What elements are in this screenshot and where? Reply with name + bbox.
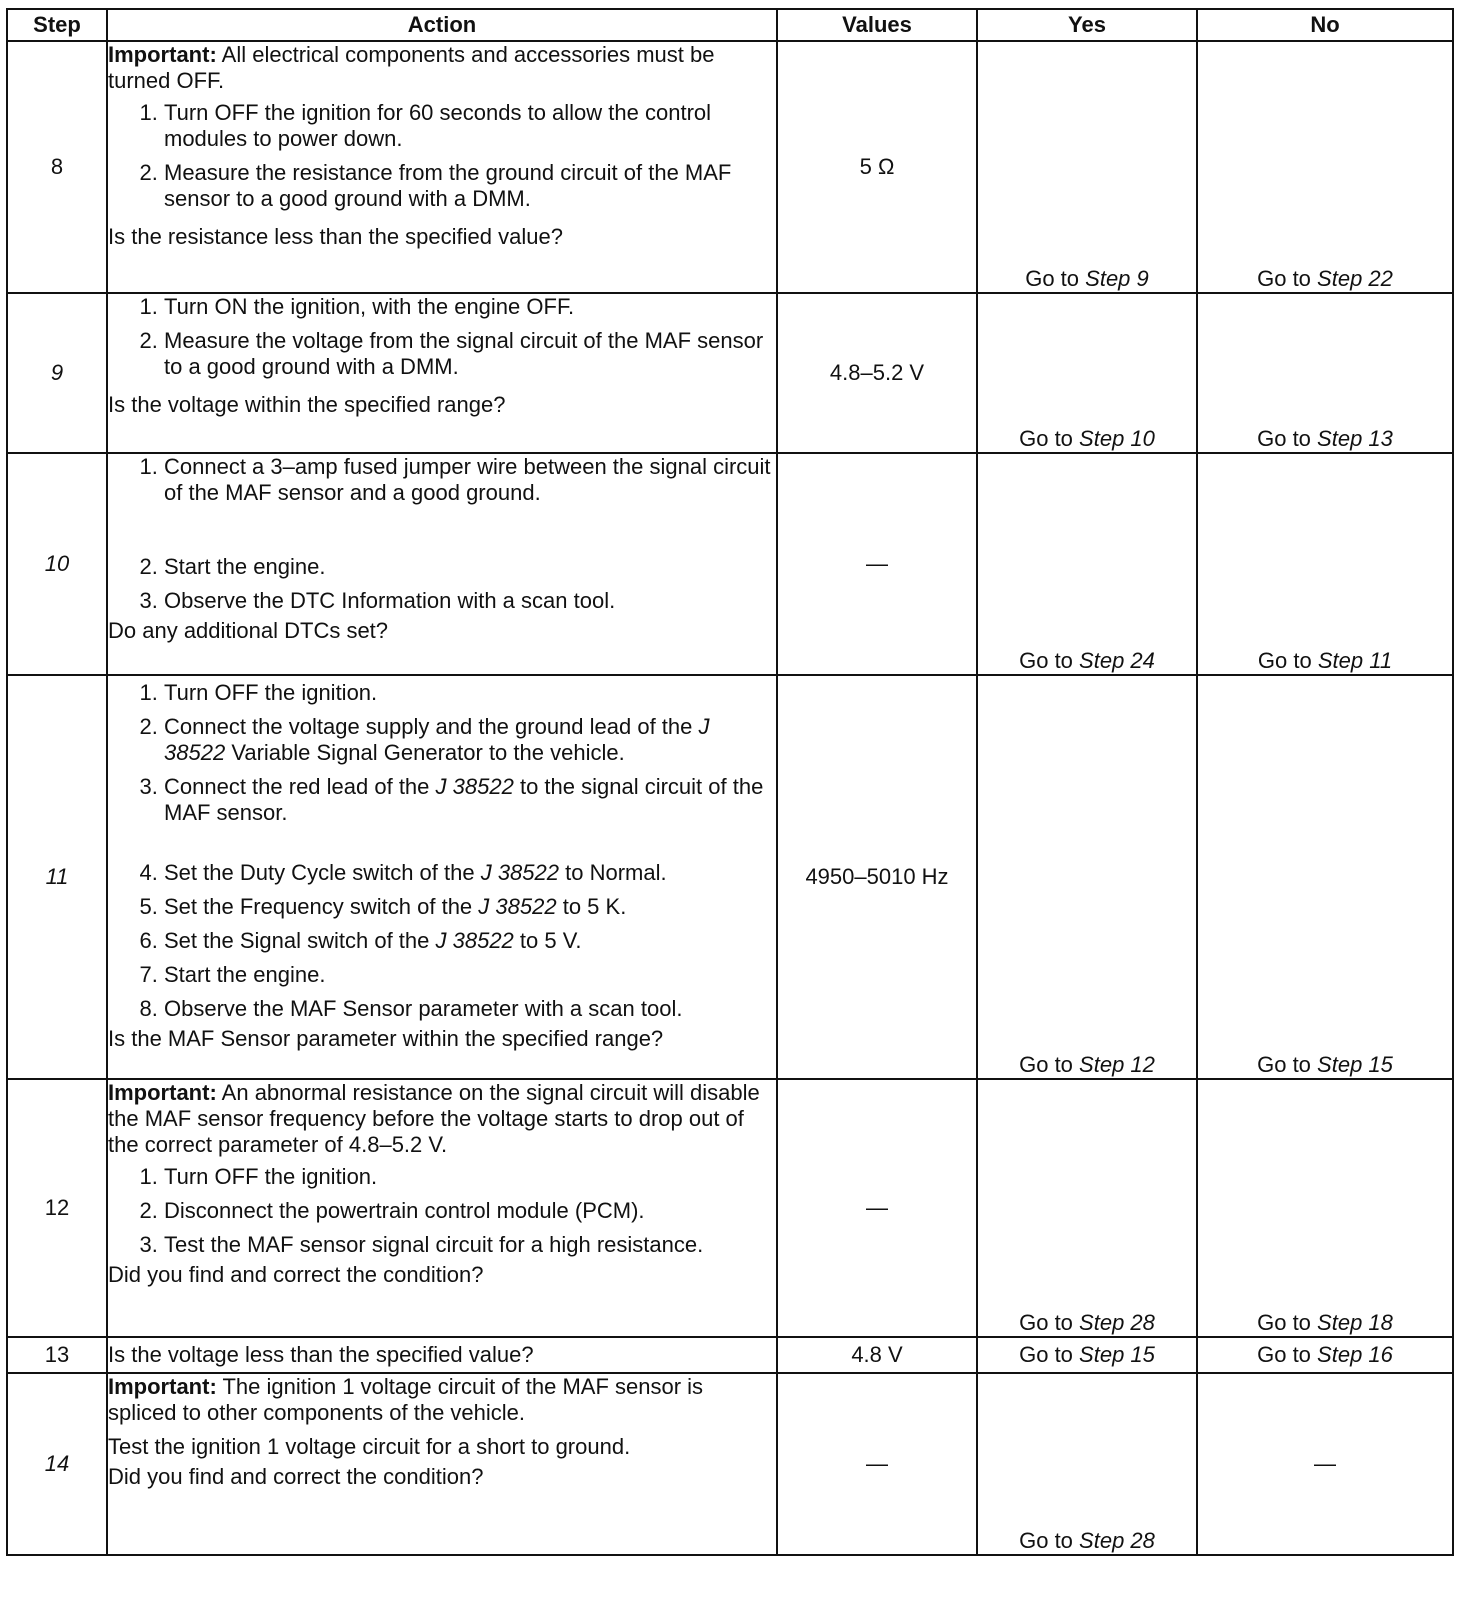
go-to-label: Go to [1019,1342,1073,1367]
list-item [164,680,776,706]
item-text: to the signal circuit of the MAF sensor. [164,774,764,825]
yes-step-link[interactable]: Step 28 [1079,1310,1155,1335]
important-label: Important: [108,1080,217,1105]
yes-step-link[interactable]: Step 9 [1085,266,1149,291]
no-step-link[interactable]: Step 15 [1317,1052,1393,1077]
yes-cell [977,453,1197,675]
yes-cell [977,1373,1197,1555]
important-note [108,42,776,94]
table-row [7,41,1453,293]
action-cell [107,675,777,1079]
item-text: to 5 V. [519,928,582,953]
item-text: Set the Duty Cycle switch of the [164,860,475,885]
action-cell [107,1337,777,1373]
important-label: Important: [108,1374,217,1399]
list-item [164,894,776,920]
tool-name: J 38522 [480,860,559,885]
go-to-label: Go to [1019,426,1073,451]
no-cell: — [1197,1373,1453,1555]
list-item [164,714,776,766]
table-row [7,1337,1453,1373]
go-to-label: Go to [1257,426,1311,451]
header-no: No [1197,9,1453,41]
list-item: 2. Measure the resistance from the ground circuit of the MAF sensor to a good ground with a DMM. [164,160,776,212]
header-yes: Yes [977,9,1197,41]
item-text: Turn OFF the ignition. [164,680,378,705]
yes-cell [977,675,1197,1079]
step-number: 10 [7,453,107,675]
no-step-link[interactable]: Step 22 [1317,266,1393,291]
step-number: 11 [7,675,107,1079]
yes-cell [977,41,1197,293]
no-cell [1197,41,1453,293]
tool-name: J 38522 [435,928,514,953]
item-text: to Normal. [565,860,667,885]
list-item: 2. Measure the voltage from the signal circuit of the MAF sensor to a good ground with a DMM. [164,328,776,380]
tool-name: J 38522 [164,714,710,765]
yes-step-link[interactable]: Step 24 [1079,648,1155,673]
action-question: Is the MAF Sensor parameter within the specified range? [108,1026,664,1051]
list-item [164,928,776,954]
action-list [108,294,776,388]
yes-cell [977,1337,1197,1373]
no-cell [1197,1337,1453,1373]
yes-step-link[interactable]: Step 28 [1079,1528,1155,1553]
header-values: Values [777,9,977,41]
list-item: 2. Start the engine. [164,554,776,580]
step-number: 9 [7,293,107,453]
list-item [164,996,776,1022]
no-cell [1197,293,1453,453]
yes-step-link[interactable]: Step 10 [1079,426,1155,451]
value-cell: 5 Ω [777,41,977,293]
list-item [164,860,776,886]
action-list [108,1164,776,1258]
table-row [7,453,1453,675]
go-to-label: Go to [1257,1342,1311,1367]
important-text: All electrical components and accessories must be turned OFF. [108,42,715,93]
action-question: Did you find and correct the condition? [108,1262,484,1287]
value-cell: 4.8 V [777,1337,977,1373]
step-number: 8 [7,41,107,293]
tool-name: J 38522 [478,894,557,919]
list-item: 3. Test the MAF sensor signal circuit for a high resistance. [164,1232,776,1258]
list-item: 2. Disconnect the powertrain control module (PCM). [164,1198,776,1224]
step-number: 13 [7,1337,107,1373]
item-text: Set the Signal switch of the [164,928,430,953]
item-text: Connect the voltage supply and the ground lead of the [164,714,693,739]
yes-cell [977,293,1197,453]
go-to-label: Go to [1257,648,1312,673]
action-list [108,100,776,212]
value-cell: 4950–5010 Hz [777,675,977,1079]
list-item: 1. Connect a 3–amp fused jumper wire between the signal circuit of the MAF sensor and a good ground. [164,454,776,506]
item-text: Variable Signal Generator to the vehicle. [231,740,625,765]
go-to-label: Go to [1257,1310,1311,1335]
action-list [108,680,776,1022]
no-step-link[interactable]: Step 13 [1317,426,1393,451]
important-note [108,1374,776,1426]
action-cell [107,453,777,675]
step-number: 12 [7,1079,107,1337]
no-cell [1197,675,1453,1079]
action-question: Do any additional DTCs set? [108,618,389,643]
header-action: Action [107,9,777,41]
item-text: Observe the MAF Sensor parameter with a scan tool. [164,996,683,1021]
list-item [164,774,776,826]
yes-step-link[interactable]: Step 12 [1079,1052,1155,1077]
go-to-label: Go to [1019,1310,1073,1335]
important-text: The ignition 1 voltage circuit of the MAF sensor is spliced to other components of the vehicle. [108,1374,704,1425]
list-item: 1. Turn OFF the ignition. [164,1164,776,1190]
list-item: 1. Turn OFF the ignition for 60 seconds to allow the control modules to power down. [164,100,776,152]
go-to-label: Go to [1019,1052,1073,1077]
action-list [108,454,776,614]
table-row [7,293,1453,453]
item-text: Connect the red lead of the [164,774,430,799]
value-cell: — [777,1373,977,1555]
yes-step-link[interactable]: Step 15 [1079,1342,1155,1367]
yes-cell [977,1079,1197,1337]
action-cell [107,1079,777,1337]
list-item: 3. Observe the DTC Information with a scan tool. [164,588,776,614]
diagnostic-table [6,8,1454,1556]
no-cell [1197,453,1453,675]
header-row [7,9,1453,41]
list-item: 1. Turn ON the ignition, with the engine OFF. [164,294,776,320]
action-question: Did you find and correct the condition? [108,1464,484,1489]
no-step-link[interactable]: Step 18 [1317,1310,1393,1335]
action-question: Is the voltage within the specified range? [108,392,506,417]
go-to-label: Go to [1019,648,1073,673]
no-step-link[interactable]: Step 11 [1317,648,1393,673]
go-to-label: Go to [1019,1528,1073,1553]
table-row [7,1079,1453,1337]
no-cell [1197,1079,1453,1337]
go-to-label: Go to [1257,1052,1311,1077]
go-to-label: Go to [1257,266,1311,291]
action-question: Is the resistance less than the specified value? [108,224,563,249]
action-cell [107,41,777,293]
important-text: An abnormal resistance on the signal circuit will disable the MAF sensor frequency before the voltage starts to drop out of the correct parameter of 4.8–5.2 V. [108,1080,760,1157]
tool-name: J 38522 [435,774,514,799]
item-text: Set the Frequency switch of the [164,894,473,919]
action-question: Is the voltage less than the specified value? [108,1342,534,1367]
value-cell: 4.8–5.2 V [777,293,977,453]
value-cell: — [777,1079,977,1337]
item-text: Start the engine. [164,962,326,987]
important-label: Important: [108,42,217,67]
step-number: 14 [7,1373,107,1555]
instruction-text: Test the ignition 1 voltage circuit for a short to ground. [108,1434,631,1459]
go-to-label: Go to [1025,266,1080,291]
table-row [7,1373,1453,1555]
item-text: to 5 K. [562,894,627,919]
value-cell: — [777,453,977,675]
important-note [108,1080,776,1158]
header-step: Step [7,9,107,41]
table-row [7,675,1453,1079]
action-cell [107,1373,777,1555]
action-cell [107,293,777,453]
no-step-link[interactable]: Step 16 [1317,1342,1393,1367]
list-item [164,962,776,988]
